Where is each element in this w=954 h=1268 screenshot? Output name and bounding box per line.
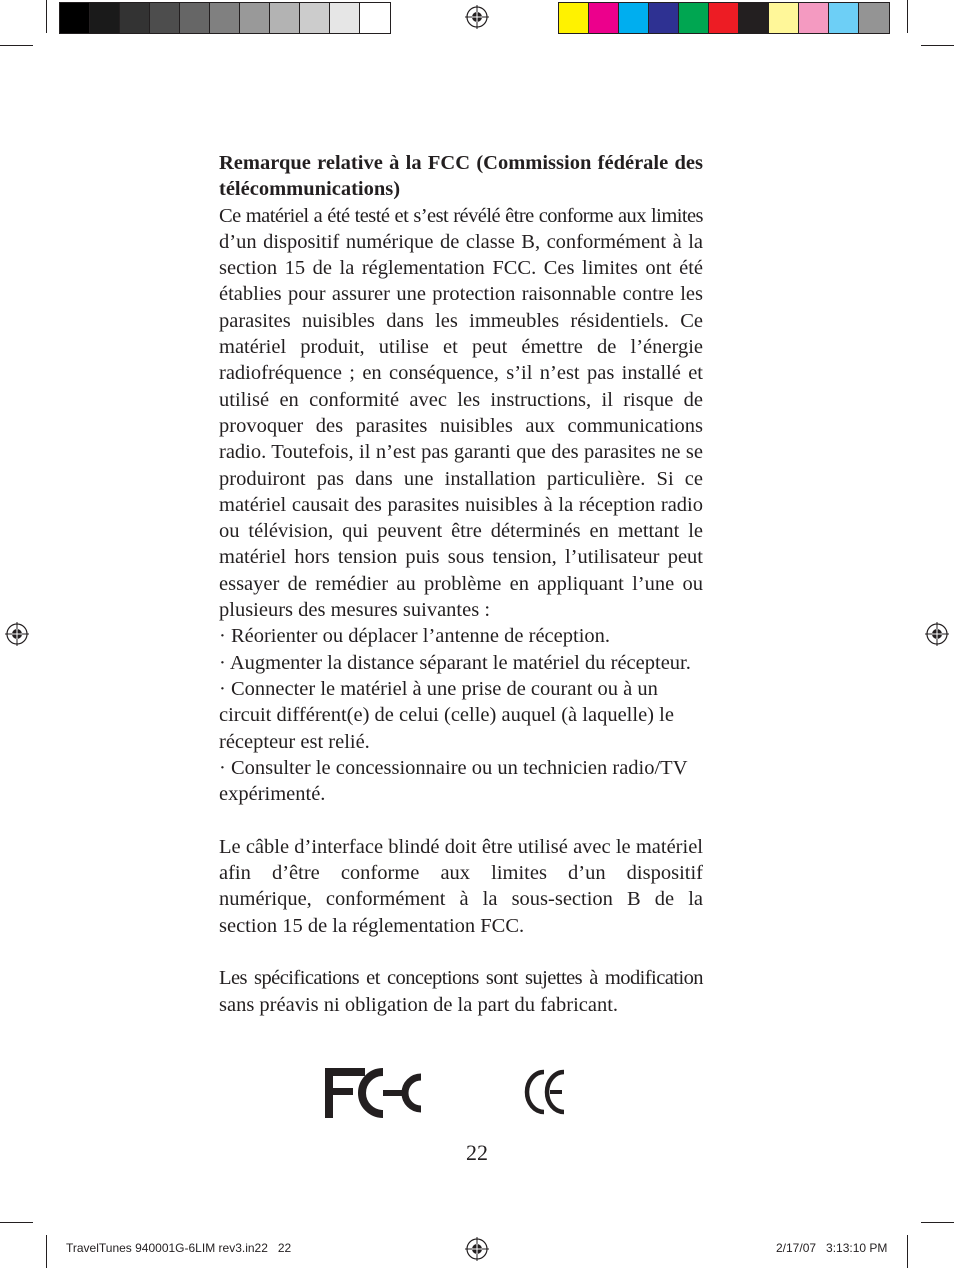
notice-body-rest: d’un dispositif numérique de classe B, conformément à la section 15 de la réglementation FCC. Ces limites ont été établies pour assurer une protection raisonnable contre les parasites nuisibles dans les immeubles résidentiels. Ce matériel produit, utilise et peut émettre de l’énergie radiofréquence ; en conséquence, s’il n’est pas installé et utilisé en conformité avec les instructions, il risque de provoquer des parasites nuisibles aux communications radio. Toutefois, il n’est pas garanti que des parasites ne se produiront pas dans une installation particulière. Si ce matériel causait des parasites nuisibles à la réception radio ou télévision, qui peuvent être déterminés en mettant le matériel hors tension puis sous tension, l’utilisateur peut essayer de remédier au problème en appliquant l’une ou plusieurs des mesures suivantes : bbox=[219, 230, 703, 622]
notice-body bbox=[219, 203, 703, 624]
grayscale-color-bar bbox=[59, 2, 391, 34]
ce-logo bbox=[524, 1068, 566, 1116]
fcc-logo bbox=[325, 1068, 425, 1118]
color-swatch bbox=[60, 3, 90, 33]
color-swatch bbox=[360, 3, 390, 33]
color-swatch bbox=[859, 3, 889, 33]
color-swatch bbox=[120, 3, 150, 33]
slug-timestamp: 2/17/07 3:13:10 PM bbox=[776, 1241, 888, 1255]
color-swatch bbox=[150, 3, 180, 33]
color-swatch bbox=[330, 3, 360, 33]
registration-mark-right-icon bbox=[925, 622, 949, 646]
page-number: 22 bbox=[466, 1140, 488, 1165]
color-swatch bbox=[769, 3, 799, 33]
crop-mark-bottom-left-vertical bbox=[46, 1235, 47, 1268]
registration-mark-left-icon bbox=[5, 622, 29, 646]
specs-first-line: Les spécifications et conceptions sont sujettes à modification bbox=[219, 967, 703, 990]
color-swatch bbox=[270, 3, 300, 33]
measure-item: · Connecter le matériel à une prise de courant ou à un circuit différent(e) de celui (celle) auquel (à laquelle) le récepteur est relié. bbox=[219, 677, 674, 753]
color-swatch bbox=[829, 3, 859, 33]
fcc-notice bbox=[219, 150, 703, 1018]
process-color-bar bbox=[558, 2, 890, 34]
crop-mark-top-right-horizontal bbox=[921, 45, 954, 46]
color-swatch bbox=[180, 3, 210, 33]
measure-item: · Réorienter ou déplacer l’antenne de réception. bbox=[219, 625, 611, 648]
registration-mark-bottom-icon bbox=[465, 1237, 489, 1261]
slug-file-info: TravelTunes 940001G-6LIM rev3.in22 22 bbox=[66, 1241, 292, 1255]
measure-item: · Augmenter la distance séparant le matériel du récepteur. bbox=[219, 651, 691, 674]
color-swatch bbox=[240, 3, 270, 33]
notice-body-first-line: Ce matériel a été testé et s’est révélé être conforme aux limites bbox=[219, 204, 703, 227]
registration-mark-top-icon bbox=[465, 5, 489, 29]
crop-mark-top-left-vertical bbox=[46, 0, 47, 33]
specs-paragraph bbox=[219, 965, 703, 1018]
color-swatch bbox=[799, 3, 829, 33]
crop-mark-bottom-right-horizontal bbox=[921, 1222, 954, 1223]
notice-title: Remarque relative à la FCC (Commission fédérale des télécommunications) bbox=[219, 152, 703, 201]
color-swatch bbox=[679, 3, 709, 33]
color-swatch bbox=[649, 3, 679, 33]
color-swatch bbox=[559, 3, 589, 33]
crop-mark-top-right-vertical bbox=[907, 0, 908, 33]
color-swatch bbox=[589, 3, 619, 33]
color-swatch bbox=[619, 3, 649, 33]
color-swatch bbox=[739, 3, 769, 33]
specs-rest: sans préavis ni obligation de la part du fabricant. bbox=[219, 993, 619, 1016]
color-swatch bbox=[300, 3, 330, 33]
measure-item: · Consulter le concessionnaire ou un technicien radio/TV expérimenté. bbox=[219, 756, 688, 806]
color-swatch bbox=[709, 3, 739, 33]
crop-mark-bottom-right-vertical bbox=[907, 1235, 908, 1268]
crop-mark-top-left-horizontal bbox=[0, 45, 33, 46]
color-swatch bbox=[210, 3, 240, 33]
cable-paragraph: Le câble d’interface blindé doit être utilisé avec le matériel afin d’être conforme aux limites d’un dispositif numérique, conformément à la sous-section B de la section 15 de la réglementation FCC. bbox=[219, 835, 703, 937]
color-swatch bbox=[90, 3, 120, 33]
crop-mark-bottom-left-horizontal bbox=[0, 1222, 33, 1223]
